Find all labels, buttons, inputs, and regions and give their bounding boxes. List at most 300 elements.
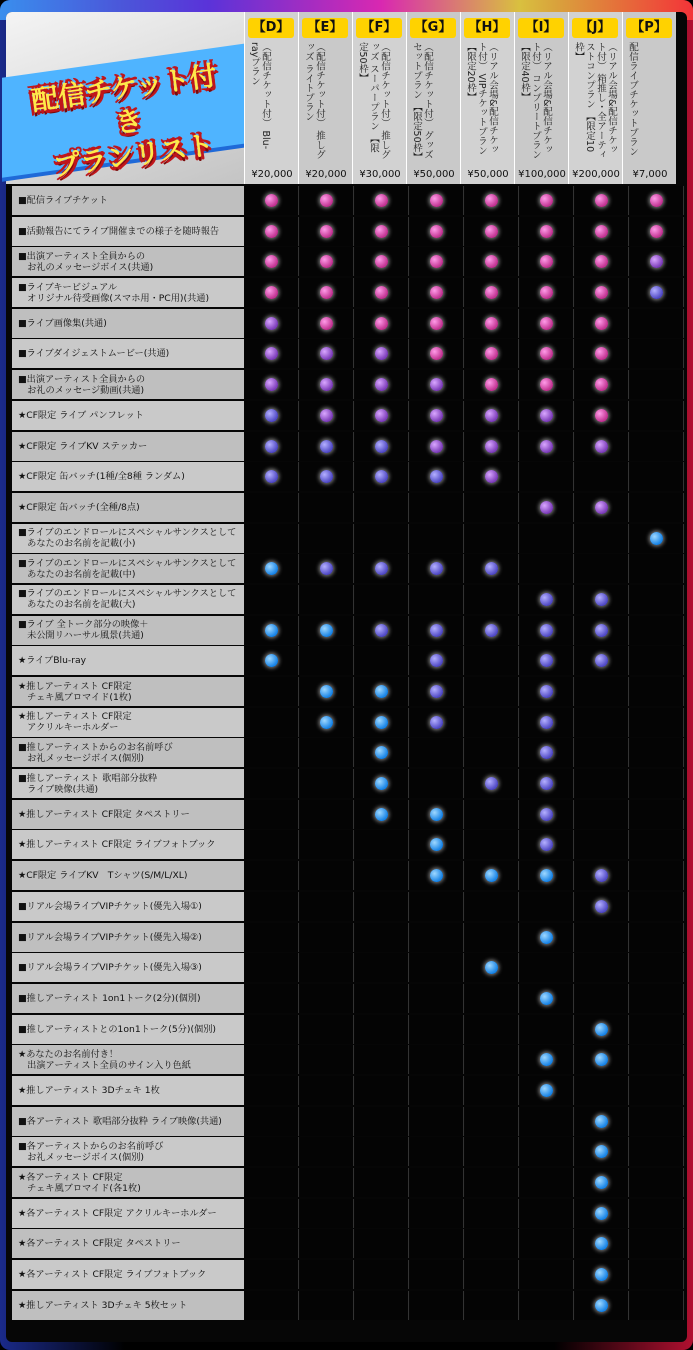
benefit-label: ★CF限定 缶バッチ(1種/全8種 ランダム) <box>12 462 244 491</box>
benefit-label: ★各アーティスト CF限定 アクリルキーホルダー <box>12 1199 244 1228</box>
benefit-label: ■ライブのエンドロールにスペシャルサンクスとして あなたのお名前を記載(中) <box>12 554 244 583</box>
included-dot-icon <box>375 777 388 790</box>
plan-cell <box>630 462 684 491</box>
plan-cell <box>465 1168 519 1197</box>
plan-cell <box>520 1076 574 1105</box>
plan-cell <box>575 432 629 461</box>
plan-cell <box>245 1107 299 1136</box>
plan-cell <box>520 339 574 368</box>
included-dot-icon <box>430 409 443 422</box>
plan-cell <box>410 370 464 399</box>
plan-cell <box>520 186 574 215</box>
plan-cell <box>630 923 684 952</box>
included-dot-icon <box>540 869 553 882</box>
included-dot-icon <box>375 808 388 821</box>
plan-cell <box>245 278 299 307</box>
plan-cell <box>410 432 464 461</box>
plan-cell <box>465 432 519 461</box>
included-dot-icon <box>430 347 443 360</box>
included-dot-icon <box>650 255 663 268</box>
plan-cell <box>465 646 519 675</box>
included-dot-icon <box>595 1115 608 1128</box>
included-dot-icon <box>320 255 333 268</box>
plan-cell <box>465 1291 519 1320</box>
plan-cell <box>465 524 519 553</box>
plan-cell <box>245 493 299 522</box>
plan-cell <box>300 432 354 461</box>
plan-cell <box>465 923 519 952</box>
included-dot-icon <box>265 470 278 483</box>
included-dot-icon <box>540 746 553 759</box>
plan-cell <box>245 247 299 276</box>
plan-cell <box>245 1137 299 1166</box>
benefit-label: ★各アーティスト CF限定 チェキ風ブロマイド(各1枚) <box>12 1168 244 1197</box>
plan-cell <box>520 1045 574 1074</box>
benefit-label: ■推しアーティストからのお名前呼び お礼メッセージボイス(個別) <box>12 738 244 767</box>
plan-cell <box>245 708 299 737</box>
included-dot-icon <box>595 1268 608 1281</box>
plan-cell <box>410 186 464 215</box>
plan-cell <box>410 1076 464 1105</box>
plan-cell <box>630 309 684 338</box>
plan-cell <box>355 339 409 368</box>
plan-price: ¥30,000 <box>359 169 401 180</box>
plan-cell <box>630 554 684 583</box>
plan-cell <box>355 1291 409 1320</box>
included-dot-icon <box>375 409 388 422</box>
included-dot-icon <box>320 624 333 637</box>
plan-cell <box>300 646 354 675</box>
plan-cell <box>630 217 684 246</box>
plan-cell <box>355 1015 409 1044</box>
plan-cell <box>300 769 354 798</box>
plan-cell <box>245 830 299 859</box>
plan-cell <box>300 462 354 491</box>
plan-cell <box>520 278 574 307</box>
plan-cell <box>410 984 464 1013</box>
plan-name: （リアル会場&配信チケット付） 箱推し・全アーティストコンプラン 【限定10枠】 <box>573 42 617 160</box>
plan-cell <box>575 401 629 430</box>
included-dot-icon <box>485 317 498 330</box>
benefit-label: ★CF限定 ライブKV ステッカー <box>12 432 244 461</box>
plan-code: 【F】 <box>356 18 402 38</box>
benefit-label: ★各アーティスト CF限定 ライブフォトブック <box>12 1260 244 1289</box>
included-dot-icon <box>540 624 553 637</box>
plan-cell <box>575 830 629 859</box>
included-dot-icon <box>595 1023 608 1036</box>
included-dot-icon <box>540 593 553 606</box>
benefit-label: ■ライブのエンドロールにスペシャルサンクスとして あなたのお名前を記載(小) <box>12 524 244 553</box>
plan-header-row <box>244 12 687 184</box>
plan-cell <box>355 309 409 338</box>
plan-cell <box>355 493 409 522</box>
plan-cell <box>630 616 684 645</box>
benefit-label: ★CF限定 ライブ パンフレット <box>12 401 244 430</box>
plan-cell <box>575 1260 629 1289</box>
benefit-label: ■推しアーティスト 歌唱部分抜粋 ライブ映像(共通) <box>12 769 244 798</box>
plan-cell <box>630 1076 684 1105</box>
plan-cell <box>245 616 299 645</box>
plan-cell <box>465 1107 519 1136</box>
included-dot-icon <box>595 255 608 268</box>
benefit-label: ■各アーティストからのお名前呼び お礼メッセージボイス(個別) <box>12 1137 244 1166</box>
plan-column-header <box>622 12 676 184</box>
plan-cell <box>300 1015 354 1044</box>
plan-cell <box>520 646 574 675</box>
included-dot-icon <box>375 317 388 330</box>
plan-cell <box>355 1229 409 1258</box>
plan-cell <box>575 738 629 767</box>
included-dot-icon <box>540 931 553 944</box>
included-dot-icon <box>595 1299 608 1312</box>
plan-cell <box>630 247 684 276</box>
included-dot-icon <box>265 286 278 299</box>
benefit-row <box>12 309 687 338</box>
benefit-label: ■ライブ画像集(共通) <box>12 309 244 338</box>
benefit-label: ■リアル会場ライブVIPチケット(優先入場①) <box>12 892 244 921</box>
included-dot-icon <box>485 194 498 207</box>
included-dot-icon <box>375 685 388 698</box>
included-dot-icon <box>265 317 278 330</box>
plan-cell <box>465 616 519 645</box>
plan-cell <box>245 1076 299 1105</box>
plan-name: 配信ライブチケットプラン <box>627 42 638 156</box>
plan-cell <box>465 830 519 859</box>
plan-cell <box>410 524 464 553</box>
plan-cell <box>410 278 464 307</box>
plan-code: 【J】 <box>572 18 618 38</box>
plan-cell <box>300 1291 354 1320</box>
plan-cell <box>575 769 629 798</box>
plan-cell <box>355 616 409 645</box>
plan-cell <box>410 1199 464 1228</box>
plan-cell <box>355 278 409 307</box>
plan-cell <box>300 1168 354 1197</box>
plan-price: ¥7,000 <box>632 169 668 180</box>
included-dot-icon <box>375 470 388 483</box>
benefit-label: ■ライブキービジュアル オリジナル待受画像(スマホ用・PC用)(共通) <box>12 278 244 307</box>
included-dot-icon <box>320 470 333 483</box>
included-dot-icon <box>650 194 663 207</box>
included-dot-icon <box>485 286 498 299</box>
plan-cell <box>245 769 299 798</box>
plan-cell <box>410 585 464 614</box>
plan-cell <box>300 309 354 338</box>
included-dot-icon <box>485 470 498 483</box>
plan-cell <box>520 984 574 1013</box>
plan-cell <box>465 401 519 430</box>
included-dot-icon <box>595 286 608 299</box>
included-dot-icon <box>430 808 443 821</box>
benefit-label: ★各アーティスト CF限定 タペストリー <box>12 1229 244 1258</box>
title-area <box>6 12 244 184</box>
benefit-label: ★推しアーティスト 3Dチェキ 1枚 <box>12 1076 244 1105</box>
plan-cell <box>410 462 464 491</box>
included-dot-icon <box>540 1053 553 1066</box>
plan-cell <box>245 370 299 399</box>
plan-cell <box>630 186 684 215</box>
plan-cell <box>300 186 354 215</box>
included-dot-icon <box>595 347 608 360</box>
plan-cell <box>465 339 519 368</box>
included-dot-icon <box>595 1053 608 1066</box>
plan-cell <box>300 493 354 522</box>
plan-cell <box>410 861 464 890</box>
plan-cell <box>630 1015 684 1044</box>
plan-cell <box>410 830 464 859</box>
benefit-row <box>12 585 687 614</box>
plan-cell <box>630 1137 684 1166</box>
included-dot-icon <box>430 378 443 391</box>
benefit-row <box>12 554 687 583</box>
included-dot-icon <box>375 562 388 575</box>
plan-cell <box>300 861 354 890</box>
plan-cell <box>245 953 299 982</box>
plan-column-header <box>568 12 622 184</box>
plan-cell <box>245 1229 299 1258</box>
included-dot-icon <box>540 194 553 207</box>
plan-cell <box>520 892 574 921</box>
benefit-label: ■ライブのエンドロールにスペシャルサンクスとして あなたのお名前を記載(大) <box>12 585 244 614</box>
plan-cell <box>630 339 684 368</box>
plan-cell <box>520 769 574 798</box>
plan-cell <box>465 1137 519 1166</box>
plan-cell <box>520 370 574 399</box>
plan-cell <box>355 708 409 737</box>
included-dot-icon <box>485 440 498 453</box>
plan-cell <box>575 984 629 1013</box>
benefit-row <box>12 830 687 859</box>
plan-cell <box>355 923 409 952</box>
included-dot-icon <box>375 286 388 299</box>
included-dot-icon <box>595 1237 608 1250</box>
plan-name: （配信チケット付） 推しグッズ ライトプラン <box>303 42 325 160</box>
plan-price: ¥100,000 <box>518 169 566 180</box>
plan-cell <box>575 1045 629 1074</box>
included-dot-icon <box>540 225 553 238</box>
included-dot-icon <box>595 409 608 422</box>
plan-cell <box>245 585 299 614</box>
included-dot-icon <box>540 501 553 514</box>
included-dot-icon <box>595 624 608 637</box>
plan-cell <box>520 953 574 982</box>
benefit-label: ★CF限定 ライブKV Tシャツ(S/M/L/XL) <box>12 861 244 890</box>
plan-cell <box>630 432 684 461</box>
plan-cell <box>245 217 299 246</box>
plan-column-header <box>298 12 352 184</box>
plan-cell <box>300 738 354 767</box>
benefit-label: ■活動報告にてライブ開催までの様子を随時報告 <box>12 217 244 246</box>
plan-cell <box>300 247 354 276</box>
benefit-label: ■各アーティスト 歌唱部分抜粋 ライブ映像(共通) <box>12 1107 244 1136</box>
plan-cell <box>300 524 354 553</box>
benefit-row <box>12 1229 687 1258</box>
plan-cell <box>630 1260 684 1289</box>
plan-cell <box>355 186 409 215</box>
benefit-row <box>12 646 687 675</box>
included-dot-icon <box>430 869 443 882</box>
included-dot-icon <box>430 838 443 851</box>
included-dot-icon <box>540 378 553 391</box>
plan-cell <box>410 800 464 829</box>
plan-column-header <box>406 12 460 184</box>
plan-cell <box>300 677 354 706</box>
plan-cell <box>630 708 684 737</box>
plan-cell <box>465 247 519 276</box>
plan-cell <box>465 462 519 491</box>
plan-cell <box>410 401 464 430</box>
plan-cell <box>575 524 629 553</box>
plan-cell <box>520 708 574 737</box>
plan-cell <box>245 1260 299 1289</box>
included-dot-icon <box>265 194 278 207</box>
plan-cell <box>520 524 574 553</box>
benefit-rows <box>12 186 687 1321</box>
included-dot-icon <box>540 317 553 330</box>
included-dot-icon <box>430 716 443 729</box>
benefit-row <box>12 278 687 307</box>
included-dot-icon <box>540 654 553 667</box>
included-dot-icon <box>540 347 553 360</box>
included-dot-icon <box>430 470 443 483</box>
benefit-row <box>12 493 687 522</box>
plan-cell <box>520 554 574 583</box>
benefit-label: ★ライブBlu-ray <box>12 646 244 675</box>
plan-cell <box>630 1291 684 1320</box>
included-dot-icon <box>265 562 278 575</box>
included-dot-icon <box>265 440 278 453</box>
benefit-label: ★推しアーティスト CF限定 チェキ風ブロマイド(1枚) <box>12 677 244 706</box>
plan-cell <box>630 524 684 553</box>
plan-cell <box>300 953 354 982</box>
plan-cell <box>575 1137 629 1166</box>
plan-cell <box>355 554 409 583</box>
benefit-label: ★CF限定 缶バッチ(全種/8点) <box>12 493 244 522</box>
plan-cell <box>410 247 464 276</box>
plan-cell <box>465 984 519 1013</box>
plan-cell <box>630 738 684 767</box>
plan-cell <box>630 278 684 307</box>
plan-cell <box>300 1199 354 1228</box>
plan-cell <box>300 401 354 430</box>
benefit-row <box>12 1107 687 1136</box>
plan-column-header <box>514 12 568 184</box>
plan-cell <box>520 309 574 338</box>
plan-cell <box>355 769 409 798</box>
title-line-1: 配信チケット付き <box>29 60 219 140</box>
included-dot-icon <box>595 654 608 667</box>
plan-cell <box>355 432 409 461</box>
plan-cell <box>465 1045 519 1074</box>
plan-cell <box>520 1260 574 1289</box>
included-dot-icon <box>375 255 388 268</box>
plan-cell <box>465 370 519 399</box>
plan-cell <box>245 309 299 338</box>
included-dot-icon <box>430 255 443 268</box>
plan-cell <box>355 1168 409 1197</box>
plan-cell <box>410 1229 464 1258</box>
plan-cell <box>410 1015 464 1044</box>
benefit-row <box>12 462 687 491</box>
benefit-row <box>12 524 687 553</box>
included-dot-icon <box>375 746 388 759</box>
plan-cell <box>410 554 464 583</box>
included-dot-icon <box>320 409 333 422</box>
plan-cell <box>465 892 519 921</box>
plan-cell <box>520 1137 574 1166</box>
included-dot-icon <box>595 317 608 330</box>
benefit-row <box>12 984 687 1013</box>
plan-cell <box>410 1137 464 1166</box>
included-dot-icon <box>265 624 278 637</box>
plan-cell <box>465 1076 519 1105</box>
benefit-label: ★推しアーティスト CF限定 アクリルキーホルダー <box>12 708 244 737</box>
included-dot-icon <box>375 440 388 453</box>
plan-cell <box>575 1015 629 1044</box>
included-dot-icon <box>540 409 553 422</box>
included-dot-icon <box>265 255 278 268</box>
benefit-label: ★推しアーティスト CF限定 ライブフォトブック <box>12 830 244 859</box>
plan-cell <box>575 186 629 215</box>
benefit-row <box>12 1199 687 1228</box>
plan-cell <box>520 1199 574 1228</box>
plan-cell <box>300 1229 354 1258</box>
plan-cell <box>355 1137 409 1166</box>
plan-cell <box>520 401 574 430</box>
benefit-row <box>12 1015 687 1044</box>
plan-cell <box>300 923 354 952</box>
plan-cell <box>575 646 629 675</box>
plan-cell <box>300 1107 354 1136</box>
benefit-row <box>12 892 687 921</box>
plan-cell <box>630 769 684 798</box>
included-dot-icon <box>320 562 333 575</box>
included-dot-icon <box>650 225 663 238</box>
plan-code: 【E】 <box>302 18 348 38</box>
plan-cell <box>410 1107 464 1136</box>
plan-cell <box>245 1291 299 1320</box>
included-dot-icon <box>320 194 333 207</box>
plan-cell <box>245 677 299 706</box>
included-dot-icon <box>265 378 278 391</box>
plan-cell <box>575 585 629 614</box>
benefit-row <box>12 370 687 399</box>
benefit-row <box>12 1045 687 1074</box>
plan-cell <box>465 554 519 583</box>
plan-cell <box>630 370 684 399</box>
included-dot-icon <box>540 838 553 851</box>
plan-cell <box>300 1260 354 1289</box>
plan-cell <box>245 800 299 829</box>
plan-name: （配信チケット付） Blu-rayプラン <box>249 42 271 150</box>
plan-name: （配信チケット付） 推しグッズ スーパープラン 【限定50枠】 <box>357 42 390 160</box>
benefit-row <box>12 708 687 737</box>
plan-code: 【D】 <box>248 18 294 38</box>
plan-price: ¥20,000 <box>305 169 347 180</box>
plan-cell <box>300 1076 354 1105</box>
plan-cell <box>575 554 629 583</box>
benefit-label: ■リアル会場ライブVIPチケット(優先入場②) <box>12 923 244 952</box>
included-dot-icon <box>595 194 608 207</box>
plan-cell <box>355 1107 409 1136</box>
plan-cell <box>245 1199 299 1228</box>
plan-cell <box>465 953 519 982</box>
plan-cell <box>245 186 299 215</box>
included-dot-icon <box>485 378 498 391</box>
plan-cell <box>575 953 629 982</box>
plan-cell <box>520 677 574 706</box>
plan-cell <box>465 1260 519 1289</box>
